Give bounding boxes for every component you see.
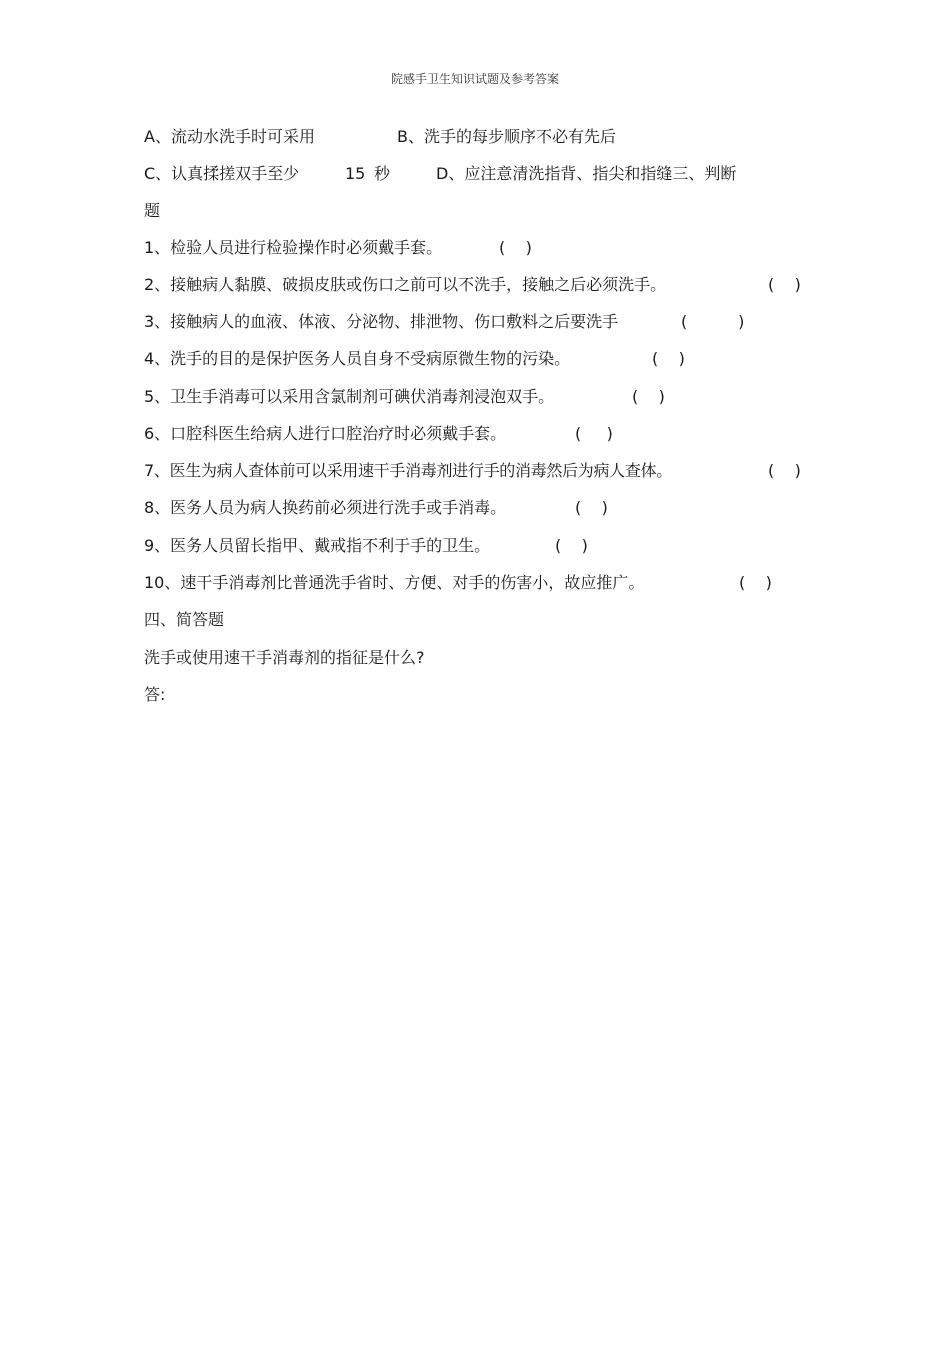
- judgment-item-10: 10、速干手消毒剂比普通洗手省时、方便、对手的伤害小，故应推广。: [144, 573, 645, 592]
- page-header: 院感手卫生知识试题及参考答案: [390, 72, 559, 86]
- option-c-number: 15: [345, 164, 366, 183]
- option-c: C、认真揉搓双手至少: [144, 164, 300, 183]
- judgment-item-8: 8、医务人员为病人换药前必须进行洗手或手消毒。: [144, 498, 507, 517]
- judgment-item-5: 5、卫生手消毒可以采用含氯制剂可碘伏消毒剂浸泡双手。: [144, 387, 555, 406]
- option-c-unit: 秒: [374, 164, 391, 183]
- answer-blank-2: ( ): [768, 275, 801, 294]
- answer-blank-4: ( ): [652, 349, 685, 368]
- answer-blank-1: ( ): [499, 238, 532, 257]
- option-d-wrap: 题: [144, 201, 161, 220]
- answer-blank-8: ( ): [575, 498, 608, 517]
- judgment-item-1: 1、检验人员进行检验操作时必须戴手套。: [144, 238, 443, 257]
- answer-blank-7: ( ): [768, 461, 801, 480]
- answer-blank-3: ( ): [681, 312, 745, 331]
- option-a: A、流动水洗手时可采用: [144, 127, 315, 146]
- judgment-item-4: 4、洗手的目的是保护医务人员自身不受病原微生物的污染。: [144, 349, 571, 368]
- answer-label: 答:: [144, 685, 166, 704]
- judgment-item-6: 6、口腔科医生给病人进行口腔治疗时必须戴手套。: [144, 424, 507, 443]
- short-answer-question: 洗手或使用速干手消毒剂的指征是什么?: [144, 648, 425, 667]
- judgment-item-7: 7、医生为病人查体前可以采用速干手消毒剂进行手的消毒然后为病人查体。: [144, 461, 672, 480]
- section-title-short-answer: 四、简答题: [144, 610, 225, 629]
- answer-blank-9: ( ): [555, 536, 588, 555]
- option-d: D、应注意清洗指背、指尖和指缝三、判断: [436, 164, 737, 183]
- judgment-item-3: 3、接触病人的血液、体液、分泌物、排泄物、伤口敷料之后要洗手: [144, 312, 619, 331]
- option-b: B、洗手的每步顺序不必有先后: [397, 127, 616, 146]
- answer-blank-6: ( ): [575, 424, 613, 443]
- judgment-item-9: 9、医务人员留长指甲、戴戒指不利于手的卫生。: [144, 536, 491, 555]
- answer-blank-10: ( ): [739, 573, 772, 592]
- judgment-item-2: 2、接触病人黏膜、破损皮肤或伤口之前可以不洗手，接触之后必须洗手。: [144, 275, 667, 294]
- answer-blank-5: ( ): [632, 387, 665, 406]
